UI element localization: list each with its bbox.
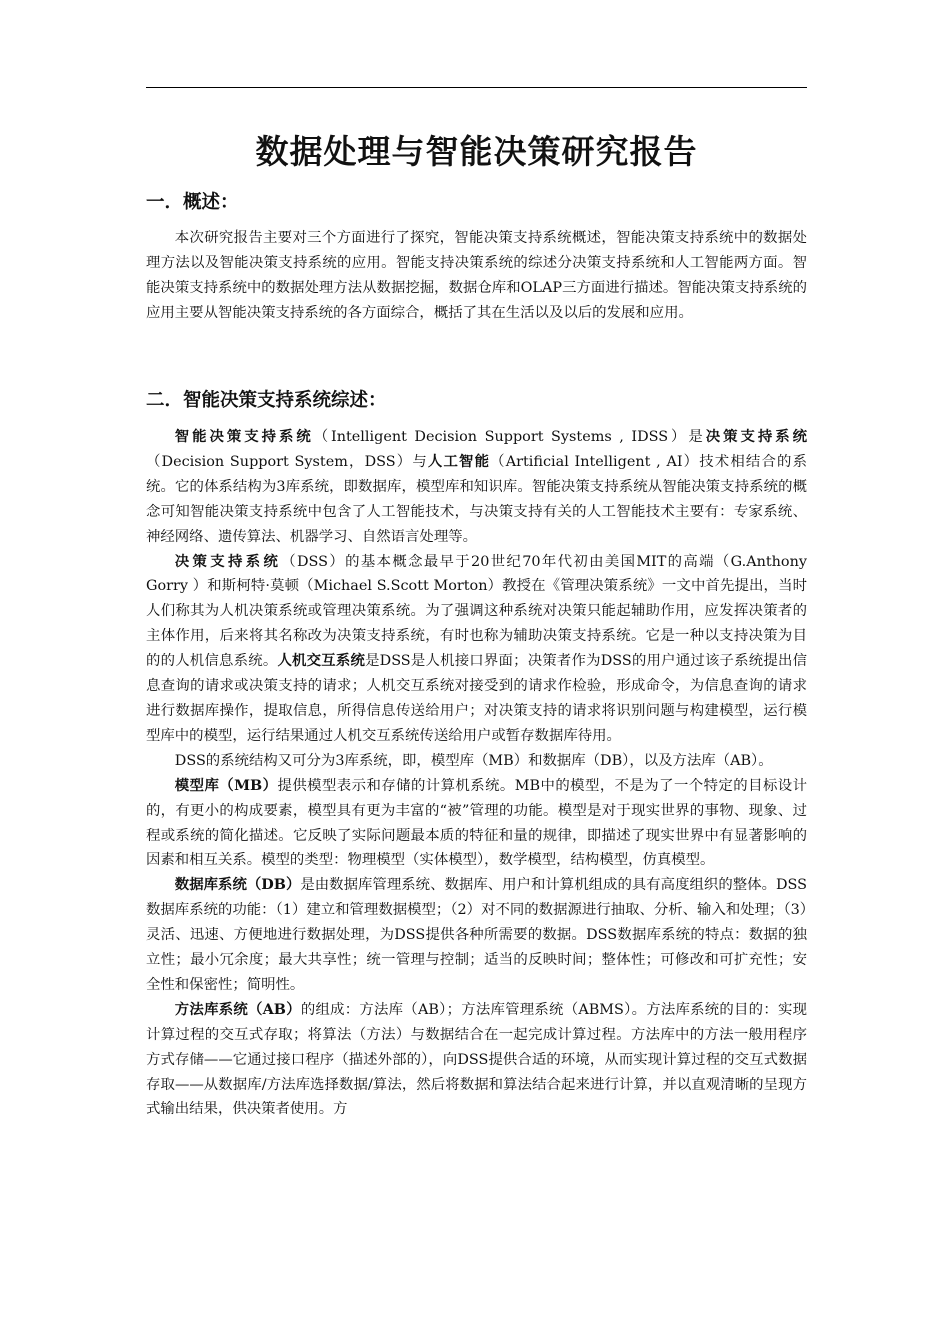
paragraph-db [146, 873, 807, 998]
text: 是由数据库管理系统、数据库、用户和计算机组成的具有高度组织的整体。DSS数据库系统的功能：（1）建立和管理数据模型；（2）对不同的数据源进行抽取、分析、输入和处理；（3）灵活、迅速、方便地进行数据处理，为DSS提供各种所需要的数据。DSS数据库系统的特点：数据的独立性；最小冗余度；最大共享性；统一管理与控制；适当的反映时间；整体性；可修改和可扩充性；安全性和保密性；简明性。 [146, 877, 807, 993]
paragraph-structure: DSS的系统结构又可分为3库系统，即，模型库（MB）和数据库（DB），以及方法库（AB）。 [174, 752, 773, 769]
text: （Artificial Intelligent , AI）技术相结合的系统。它的体系结构为3库系统，即数据库，模型库和知识库。智能决策支持系统从智能决策支持系统的概念可知智能决策支持系统中包含了人工智能技术，与决策支持有关的人工智能技术主要有：专家系统、神经网络、遗传算法、机器学习、自然语言处理等。 [146, 453, 807, 545]
paragraph-ab [146, 998, 807, 1123]
section-overview-body [146, 226, 807, 326]
section-idss-body [146, 425, 807, 1122]
text: （Intelligent Decision Support Systems , IDSS）是 [313, 429, 706, 445]
header-rule [146, 87, 807, 88]
section-heading-overview: 一．概述： [146, 192, 239, 213]
term-ai: 人工智能 [427, 452, 491, 470]
overview-paragraph: 本次研究报告主要对三个方面进行了探究，智能决策支持系统概述，智能决策支持系统中的数据处理方法以及智能决策支持系统的应用。智能支持决策系统的综述分决策支持系统和人工智能两方面。智能决策支持系统中的数据处理方法从数据挖掘，数据仓库和OLAP三方面进行描述。智能决策支持系统的应用主要从智能决策支持系统的各方面综合，概括了其在生活以及以后的发展和应用。 [146, 230, 807, 321]
term-db: 数据库系统（DB） [174, 876, 301, 894]
term-dss-spaced: 决策支持系统 [174, 552, 282, 570]
text: （DSS）的基本概念最早于20世纪70年代初由美国MIT的高端（G.Anthony Gorry ）和斯柯特·莫顿（Michael S.Scott Morton）教授在《管理决策系统》一文中首先提出，当时人们称其为人机决策系统或管理决策系统。为了强调这种系统对决策只能起辅助作用，应发挥决策者的主体作用，后来将其名称改为决策支持系统，有时也称为辅助决策支持系统。它是一种以支持决策为目的的人机信息系统。 [146, 553, 807, 670]
paragraph-idss [146, 425, 807, 550]
term-hci: 人机交互系统 [277, 652, 366, 670]
text: （Decision Support System，DSS）与 [146, 453, 428, 470]
term-ab: 方法库系统（AB） [174, 1000, 301, 1018]
text: 是DSS是人机接口界面；决策者作为DSS的用户通过该子系统提出信息查询的请求或决策支持的请求；人机交互系统对接受到的请求作检验，形成命令，为信息查询的请求进行数据库操作，提取信息，所得信息传送给用户；对决策支持的请求将识别问题与构建模型，运行模型库中的模型，运行结果通过人机交互系统传送给用户或暂存数据库待用。 [146, 653, 807, 744]
text: 的组成：方法库（AB）；方法库管理系统（ABMS）。方法库系统的目的：实现计算过程的交互式存取；将算法（方法）与数据结合在一起完成计算过程。方法库中的方法一般用程序方式存储——它通过接口程序（描述外部的），向DSS提供合适的环境，从而实现计算过程的交互式数据存取——从数据库/方法库选择数据/算法，然后将数据和算法结合起来进行计算，并以直观清晰的呈现方式输出结果，供决策者使用。方 [146, 1001, 807, 1118]
section-heading-idss: 二．智能决策支持系统综述： [146, 390, 387, 411]
term-dss: 决策支持系统 [705, 428, 807, 445]
document-title: 数据处理与智能决策研究报告 [255, 132, 698, 171]
text: 提供模型表示和存储的计算机系统。MB中的模型，不是为了一个特定的目标设计的，有更小的构成要素，模型具有更为丰富的“被”管理的功能。模型是对于现实世界的事物、现象、过程或系统的简化描述。它反映了实际问题最本质的特征和量的规律，即描述了现实世界中有显著影响的因素和相互关系。模型的类型：物理模型（实体模型），数学模型，结构模型，仿真模型。 [146, 777, 807, 869]
term-mb: 模型库（MB） [174, 776, 278, 794]
paragraph-mb [146, 774, 807, 874]
paragraph-dss [146, 550, 807, 749]
term-idss: 智能决策支持系统 [174, 428, 314, 445]
